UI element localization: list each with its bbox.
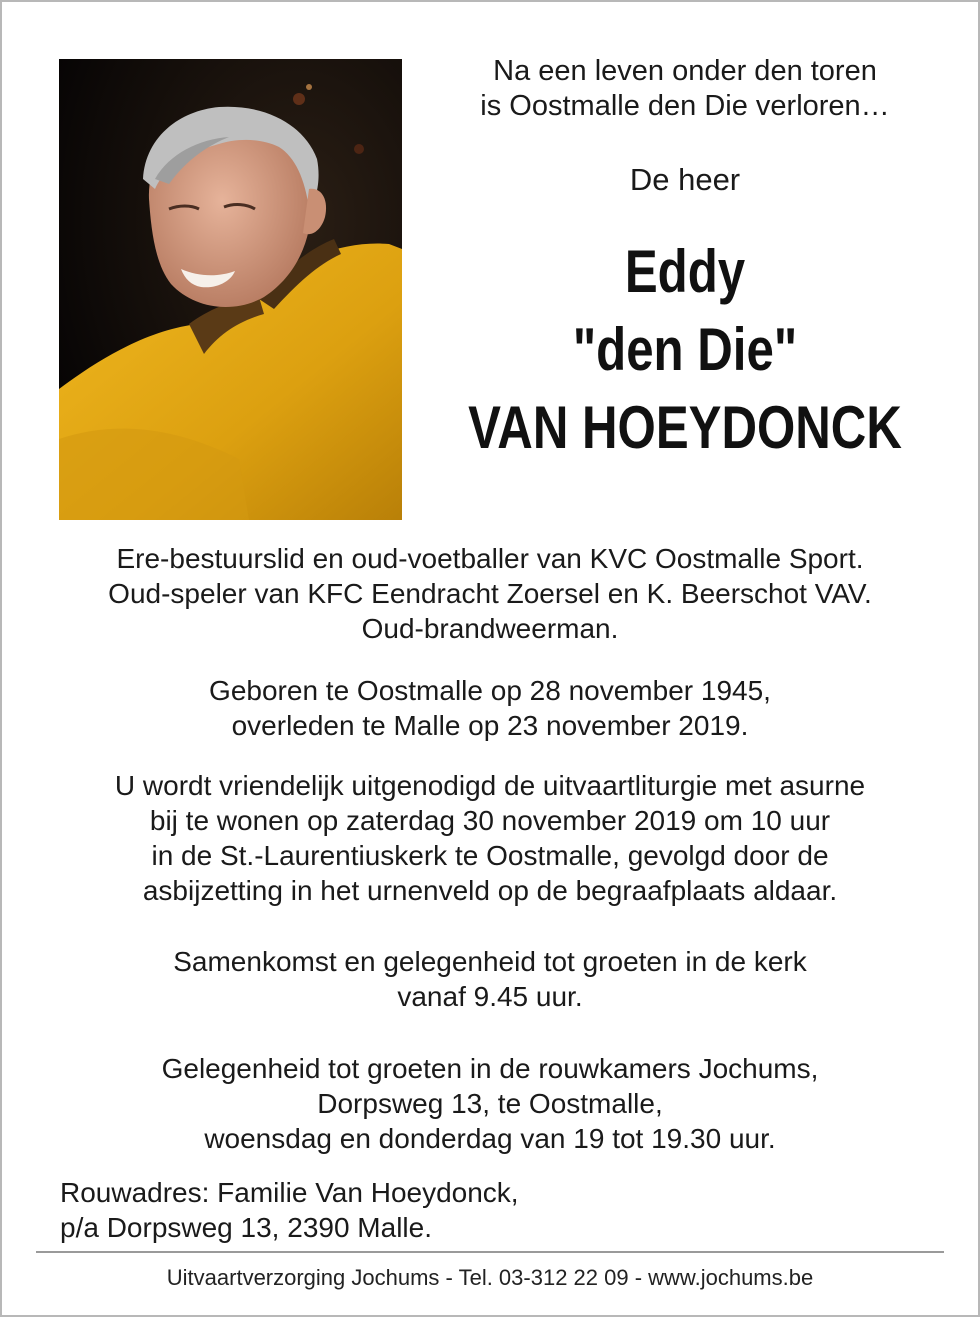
intro-verse — [420, 54, 950, 124]
honorific: De heer — [629, 162, 741, 197]
footer-divider — [36, 1251, 944, 1253]
first-name: Eddy — [624, 238, 746, 305]
gathering-line: Samenkomst en gelegenheid tot groeten in de kerk — [173, 946, 807, 977]
last-name: VAN HOEYDONCK — [468, 394, 902, 461]
intro-line: is Oostmalle den Die verloren… — [480, 90, 890, 122]
address-line: Rouwadres: Familie Van Hoeydonck, — [60, 1177, 519, 1208]
address-line: p/a Dorpsweg 13, 2390 Malle. — [60, 1212, 432, 1243]
life-dates — [40, 673, 940, 743]
portrait-photo — [59, 59, 402, 520]
bio-line: Oud-speler van KFC Eendracht Zoersel en K. Beerschot VAV. — [108, 578, 872, 609]
nickname: "den Die" — [572, 316, 798, 383]
mourning-address — [60, 1175, 519, 1245]
dates-line: Geboren te Oostmalle op 28 november 1945, — [209, 675, 771, 706]
bio-line: Ere-bestuurslid en oud-voetballer van KVC Oostmalle Sport. — [116, 543, 864, 574]
funeral-home-footer: Uitvaartverzorging Jochums - Tel. 03-312 22 09 - www.jochums.be — [166, 1265, 814, 1290]
visitation-line: Gelegenheid tot groeten in de rouwkamers Jochums, — [161, 1053, 819, 1084]
bio-line: Oud-brandweerman. — [361, 613, 619, 644]
funeral-line: in de St.-Laurentiuskerk te Oostmalle, gevolgd door de — [151, 840, 829, 871]
funeral-line: asbijzetting in het urnenveld op de begraafplaats aldaar. — [142, 875, 838, 906]
visitation-line: Dorpsweg 13, te Oostmalle, — [317, 1088, 663, 1119]
gathering-info — [40, 944, 940, 1014]
funeral-line: bij te wonen op zaterdag 30 november 2019 om 10 uur — [149, 805, 831, 836]
visitation-info — [40, 1051, 940, 1156]
funeral-line: U wordt vriendelijk uitgenodigd de uitvaartliturgie met asurne — [114, 770, 866, 801]
visitation-line: woensdag en donderdag van 19 tot 19.30 uur. — [204, 1123, 776, 1154]
intro-line: Na een leven onder den toren — [493, 55, 877, 87]
gathering-line: vanaf 9.45 uur. — [397, 981, 583, 1012]
deceased-name — [468, 233, 903, 467]
funeral-invitation — [40, 768, 940, 908]
biography — [40, 541, 940, 646]
dates-line: overleden te Malle op 23 november 2019. — [231, 710, 749, 741]
